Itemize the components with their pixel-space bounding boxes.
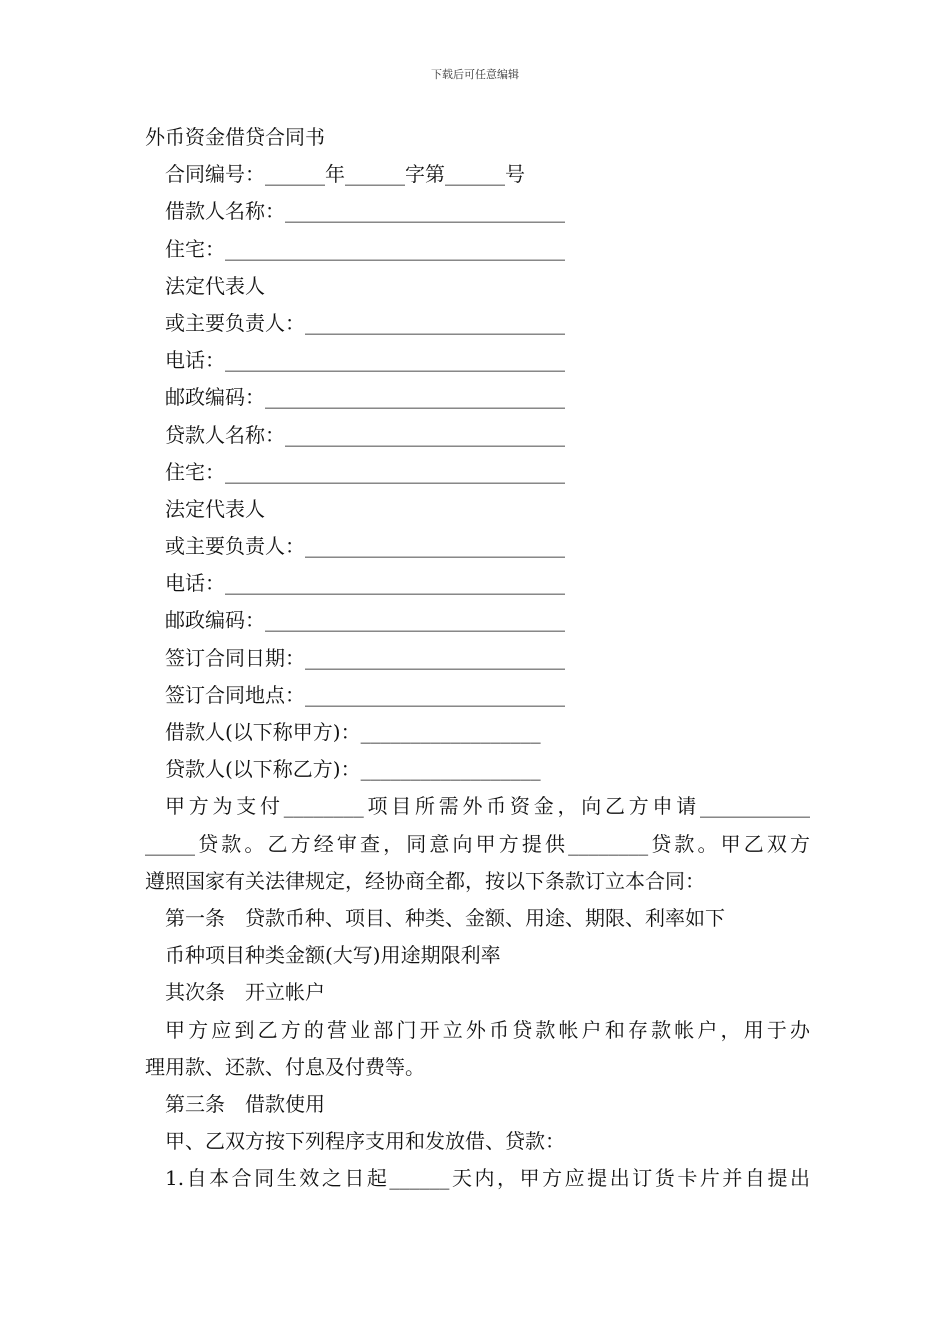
- contract-body: [145, 119, 810, 1197]
- contract-number-line: 合同编号：______年______字第______号: [165, 162, 525, 187]
- borrower-name-line: 借款人名称：____________________________: [165, 199, 565, 224]
- preamble-line-2: _____贷款。乙方经审查，同意向甲方提供________贷款。甲乙双方: [145, 831, 810, 856]
- preamble-line-1: 甲方为支付________项目所需外币资金，向乙方申请___________: [165, 794, 810, 819]
- article-2-body-line-1: 甲方应到乙方的营业部门开立外币贷款帐户和存款帐户，用于办: [165, 1017, 810, 1042]
- lender-address-line: 住宅：__________________________________: [165, 459, 565, 484]
- party-a-line: 借款人(以下称甲方)：__________________: [165, 720, 541, 744]
- article-1-heading: 第一条 贷款币种、项目、种类、金额、用途、期限、利率如下: [165, 905, 725, 930]
- borrower-postcode-line: 邮政编码：______________________________: [165, 385, 565, 410]
- page-header-note: 下载后可任意编辑: [431, 68, 519, 81]
- borrower-address-line: 住宅：__________________________________: [165, 236, 565, 261]
- party-b-line: 贷款人(以下称乙方)：__________________: [165, 757, 541, 782]
- preamble-line-3: 遵照国家有关法律规定，经协商全都，按以下条款订立本合同：: [145, 868, 705, 893]
- article-3-item-1: 1.自本合同生效之日起______天内，甲方应提出订货卡片并自提出: [165, 1166, 810, 1191]
- borrower-legal-rep-line: 法定代表人: [165, 273, 265, 298]
- lender-postcode-line: 邮政编码：______________________________: [165, 608, 565, 633]
- borrower-principal-line: 或主要负责人：__________________________: [165, 310, 565, 335]
- article-3-heading: 第三条 借款使用: [165, 1091, 325, 1116]
- lender-phone-line: 电话：__________________________________: [165, 571, 565, 596]
- signing-place-line: 签订合同地点：__________________________: [165, 682, 565, 707]
- signing-date-line: 签订合同日期：__________________________: [165, 645, 565, 670]
- article-2-heading: 其次条 开立帐户: [165, 980, 325, 1005]
- article-1-table-header: 币种项目种类金额(大写)用途期限利率: [165, 943, 501, 968]
- article-3-intro: 甲、乙双方按下列程序支用和发放借、贷款：: [165, 1129, 565, 1154]
- article-2-body-line-2: 理用款、还款、付息及付费等。: [145, 1054, 425, 1079]
- document-title: 外币资金借贷合同书: [145, 125, 325, 149]
- lender-principal-line: 或主要负责人：__________________________: [165, 534, 565, 559]
- lender-name-line: 贷款人名称：____________________________: [165, 422, 565, 447]
- lender-legal-rep-line: 法定代表人: [165, 496, 265, 521]
- borrower-phone-line: 电话：__________________________________: [165, 348, 565, 373]
